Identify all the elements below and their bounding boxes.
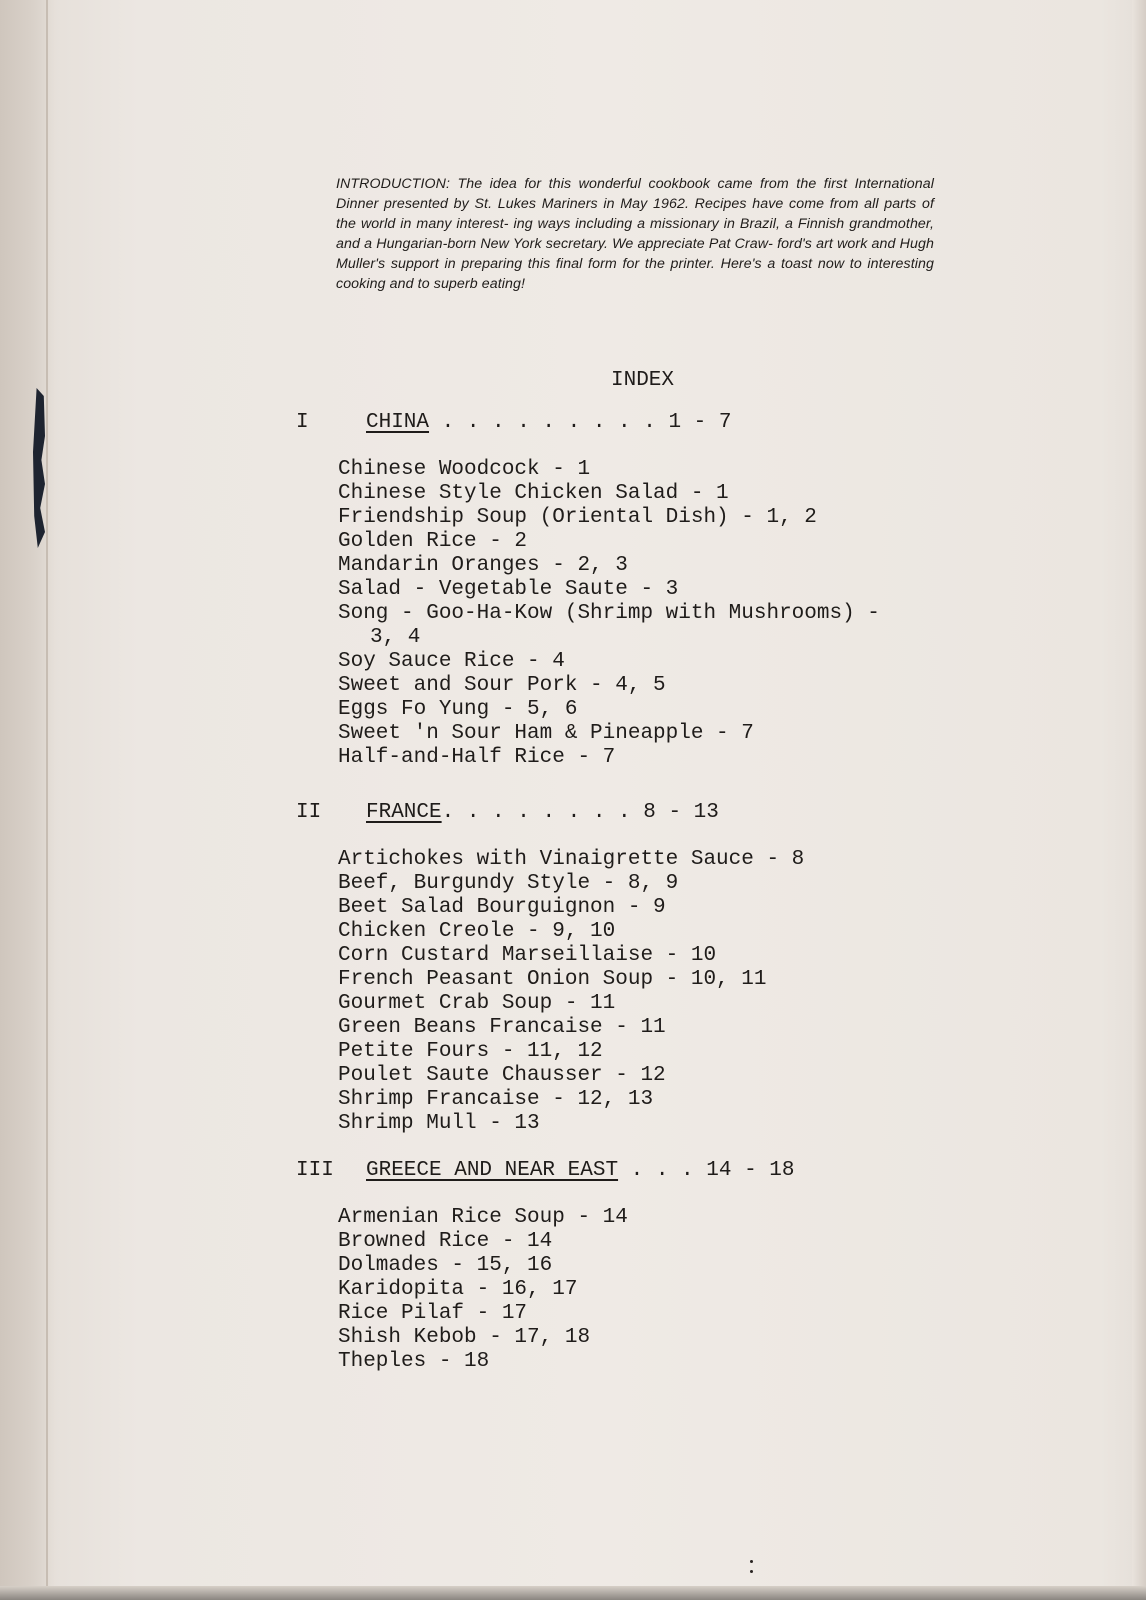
index-section-greece xyxy=(296,1158,996,1374)
recipe-entry: Friendship Soup (Oriental Dish) - 1, 2 xyxy=(338,506,817,529)
recipe-list xyxy=(338,1206,996,1374)
index-section-china xyxy=(296,410,996,770)
section-numeral: I xyxy=(296,411,309,434)
recipe-entry: Chicken Creole - 9, 10 xyxy=(338,920,616,943)
recipe-entry: Shish Kebob - 17, 18 xyxy=(338,1326,591,1349)
recipe-entry: Half-and-Half Rice - 7 xyxy=(338,746,616,769)
recipe-entry: Eggs Fo Yung - 5, 6 xyxy=(338,698,578,721)
recipe-entry: Rice Pilaf - 17 xyxy=(338,1302,528,1325)
recipe-entry: Salad - Vegetable Saute - 3 xyxy=(338,578,679,601)
page-bottom-edge xyxy=(0,1586,1146,1600)
intro-line: INTRODUCTION: The idea for this wonderful cookbook came from xyxy=(336,176,789,192)
intro-line: ford's art work and Hugh Muller's support in preparing this final xyxy=(336,236,934,273)
recipe-entry: Browned Rice - 14 xyxy=(338,1230,553,1253)
intro-line: ing ways including a missionary in Brazil, a Finnish grandmother, xyxy=(513,216,935,233)
section-name: GREECE AND NEAR EAST xyxy=(366,1159,619,1182)
section-name: FRANCE xyxy=(366,801,442,824)
recipe-entry: Sweet and Sour Pork - 4, 5 xyxy=(338,674,666,697)
intro-line: 1962. Recipes have come from all parts of the world in many interest- xyxy=(336,196,934,233)
section-heading xyxy=(296,800,996,826)
ink-speck xyxy=(750,1560,753,1563)
leader-dots: . . . . . . . . xyxy=(441,801,644,824)
recipe-entry: Shrimp Francaise - 12, 13 xyxy=(338,1088,654,1111)
section-pages: 1 - 7 xyxy=(668,411,732,434)
recipe-entry: Beet Salad Bourguignon - 9 xyxy=(338,896,666,919)
recipe-list xyxy=(338,848,996,1136)
page-edge xyxy=(1132,0,1146,1600)
section-numeral: II xyxy=(296,801,322,824)
recipe-entry: Chinese Woodcock - 1 xyxy=(338,458,591,481)
recipe-entry: Chinese Style Chicken Salad - 1 xyxy=(338,482,729,505)
recipe-entry: Green Beans Francaise - 11 xyxy=(338,1016,666,1039)
recipe-entry-continuation: 3, 4 xyxy=(370,626,421,649)
recipe-entry: Petite Fours - 11, 12 xyxy=(338,1040,603,1063)
intro-line: superb eating! xyxy=(433,276,526,293)
recipe-entry: Karidopita - 16, 17 xyxy=(338,1278,578,1301)
recipe-entry: Poulet Saute Chausser - 12 xyxy=(338,1064,666,1087)
section-pages: 14 - 18 xyxy=(706,1159,795,1182)
recipe-entry: Armenian Rice Soup - 14 xyxy=(338,1206,628,1229)
section-heading xyxy=(296,410,996,436)
introduction-paragraph xyxy=(336,174,934,295)
section-numeral: III xyxy=(296,1159,334,1182)
intro-line: and a Hungarian-born New York secretary. We appreciate Pat Craw- xyxy=(336,236,773,253)
leader-dots: . . . xyxy=(618,1159,707,1182)
recipe-entry: French Peasant Onion Soup - 10, 11 xyxy=(338,968,767,991)
recipe-entry: Artichokes with Vinaigrette Sauce - 8 xyxy=(338,848,805,871)
ink-speck xyxy=(750,1570,753,1573)
recipe-entry: Song - Goo-Ha-Kow (Shrimp with Mushrooms) - xyxy=(338,602,880,625)
leader-dots: . . . . . . . . . xyxy=(429,411,669,434)
recipe-entry: Shrimp Mull - 13 xyxy=(338,1112,540,1135)
index-title: INDEX xyxy=(611,369,675,392)
section-heading xyxy=(296,1158,996,1184)
recipe-list xyxy=(338,458,996,770)
recipe-entry: Theples - 18 xyxy=(338,1350,490,1373)
recipe-entry: Gourmet Crab Soup - 11 xyxy=(338,992,616,1015)
index-section-france xyxy=(296,800,996,1136)
recipe-entry: Corn Custard Marseillaise - 10 xyxy=(338,944,717,967)
recipe-entry: Dolmades - 15, 16 xyxy=(338,1254,553,1277)
intro-line: form for the printer. Here's a toast now to interesting cooking and to xyxy=(336,256,934,293)
recipe-entry: Beef, Burgundy Style - 8, 9 xyxy=(338,872,679,895)
recipe-entry: Sweet 'n Sour Ham & Pineapple - 7 xyxy=(338,722,754,745)
section-name: CHINA xyxy=(366,411,430,434)
binding-fold xyxy=(46,0,48,1600)
intro-line: the first International Dinner presented by St. Lukes Mariners in May xyxy=(336,176,934,213)
recipe-entry: Soy Sauce Rice - 4 xyxy=(338,650,565,673)
recipe-entry: Mandarin Oranges - 2, 3 xyxy=(338,554,628,577)
recipe-entry: Golden Rice - 2 xyxy=(338,530,528,553)
section-pages: 8 - 13 xyxy=(643,801,719,824)
